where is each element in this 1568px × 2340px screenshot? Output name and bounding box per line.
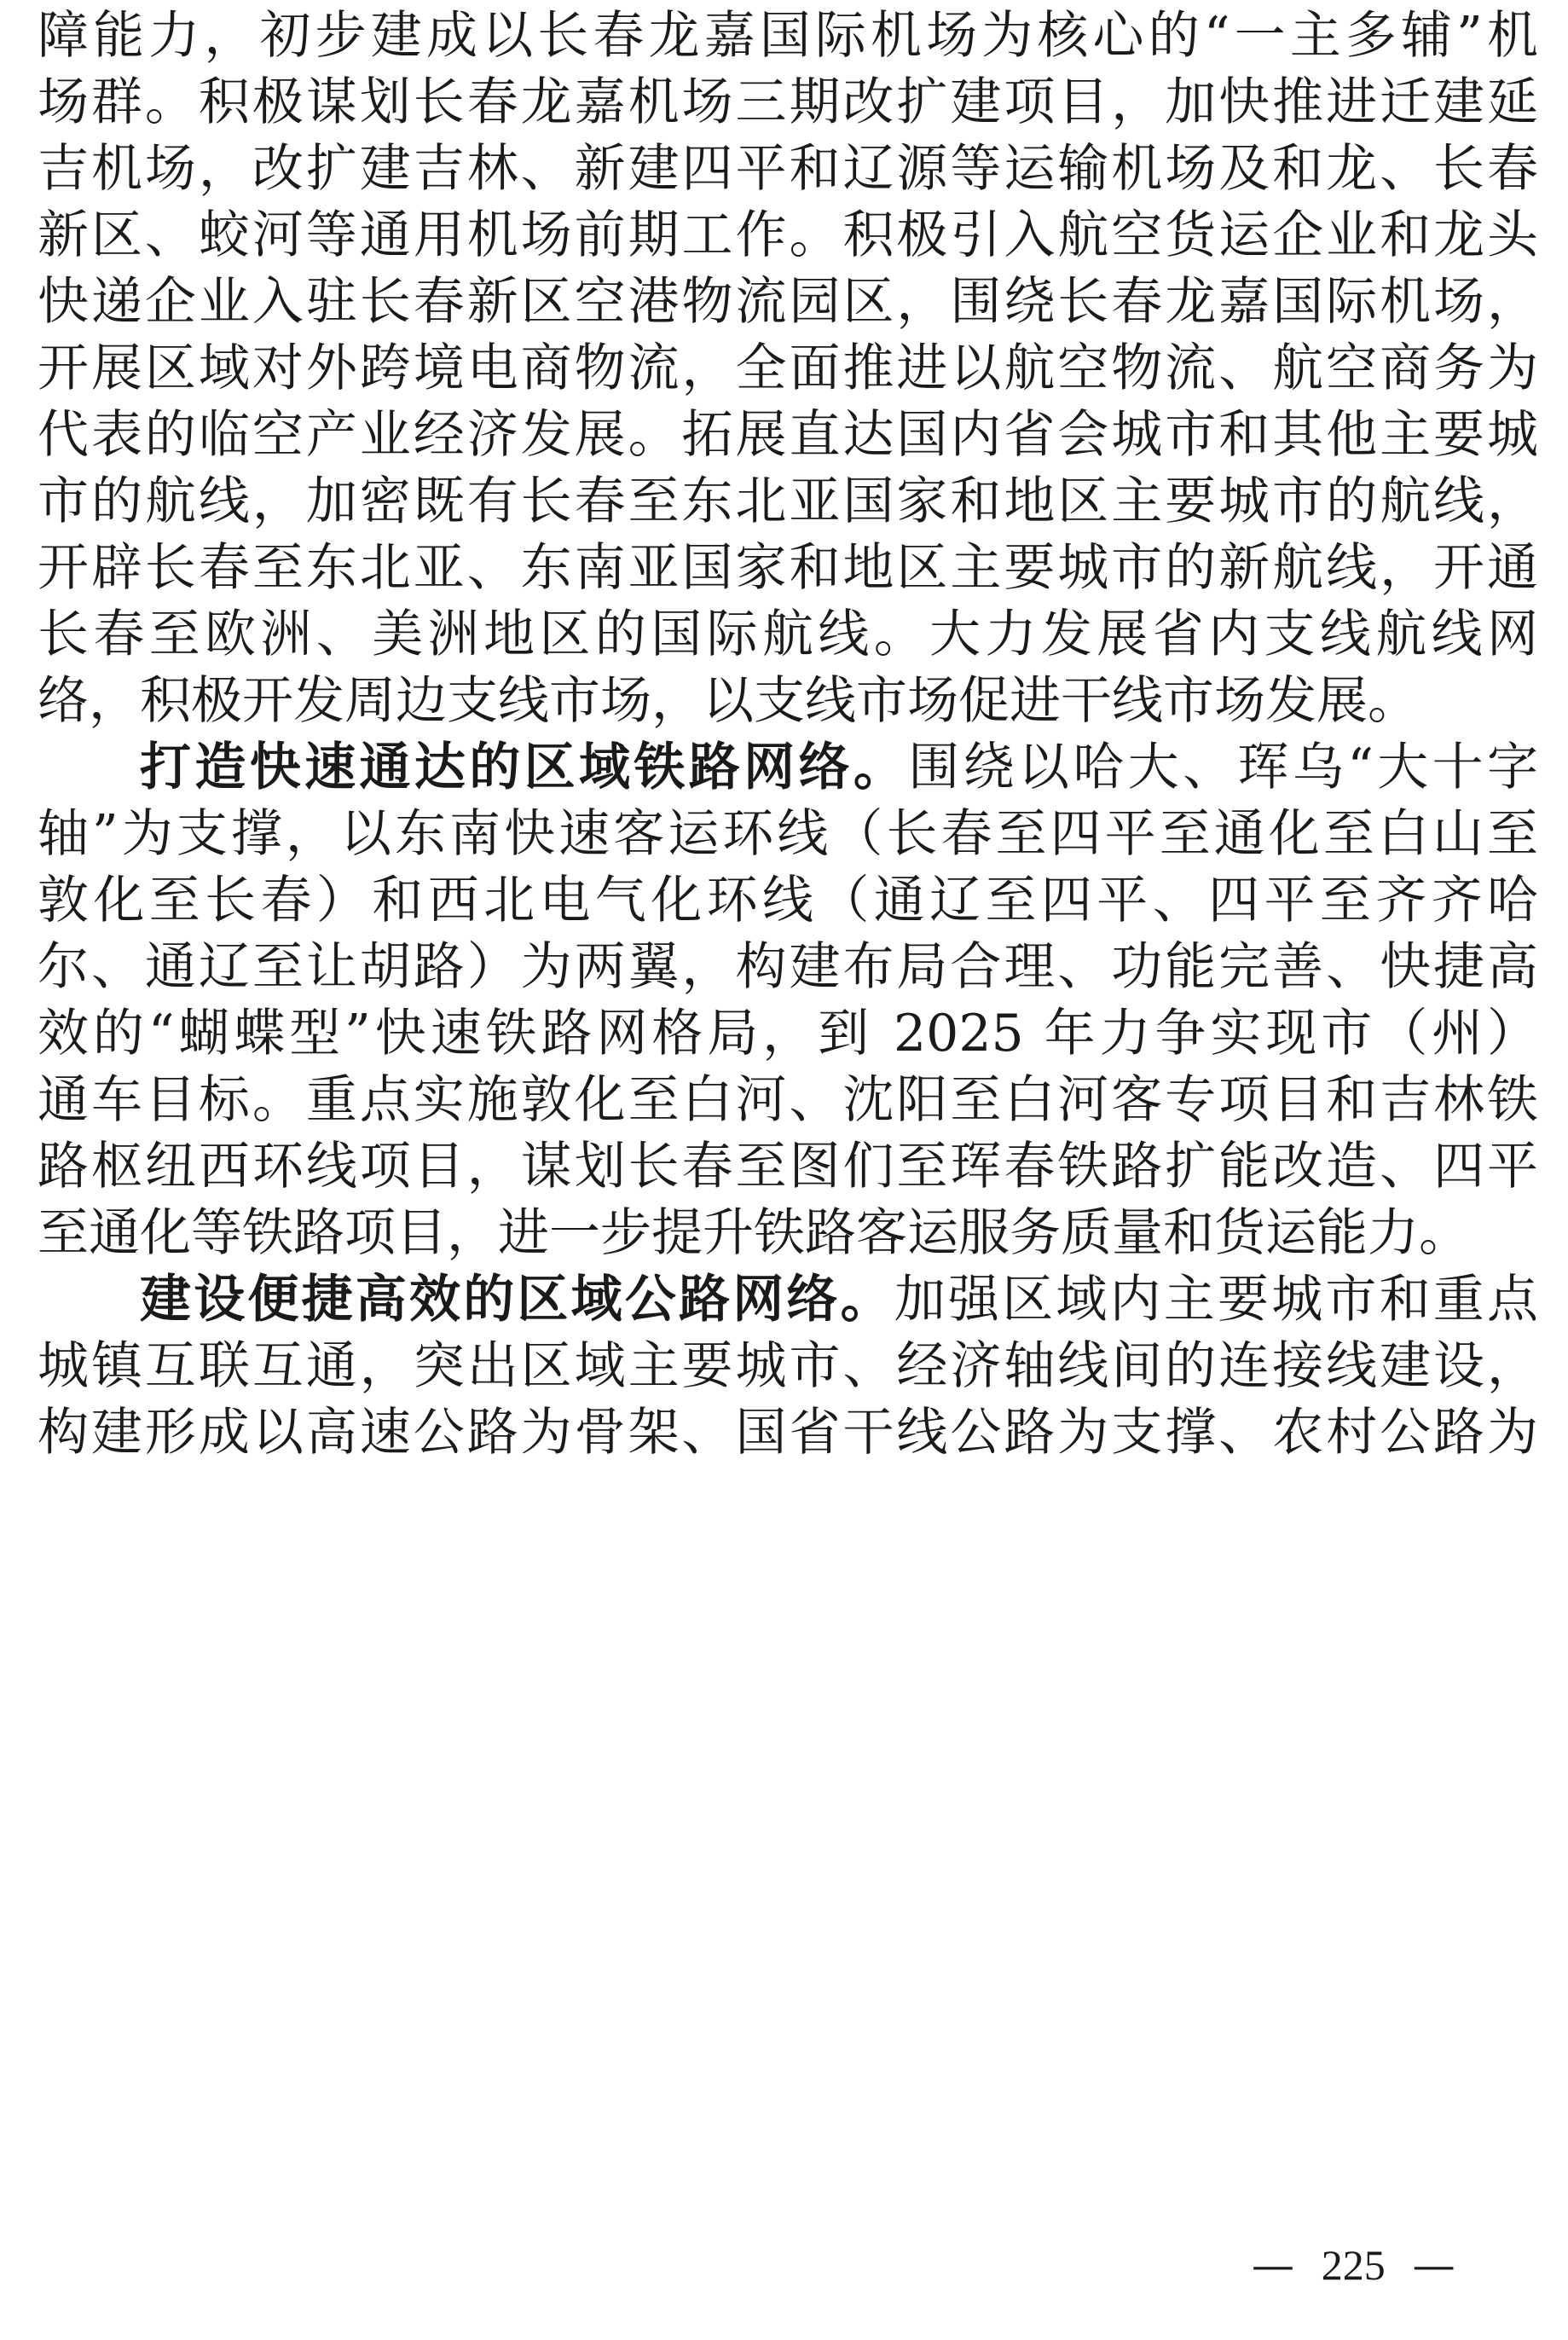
page-number: 225	[1321, 2241, 1386, 2289]
text-line: 城镇互联互通，突出区域主要城市、经济轴线间的连接线建设，	[38, 1336, 1538, 1396]
text-line: 场群。积极谋划长春龙嘉机场三期改扩建项目，加快推进迁建延	[38, 72, 1538, 132]
text-line: 络，积极开发周边支线市场，以支线市场促进干线市场发展。	[38, 671, 1419, 731]
text-span: 加强区域内主要城市和重点	[894, 1270, 1538, 1329]
text-line: 构建形成以高速公路为骨架、国省干线公路为支撑、农村公路为	[38, 1403, 1538, 1462]
text-line: 新区、蛟河等通用机场前期工作。积极引入航空货运企业和龙头	[38, 206, 1538, 265]
footer-dash-left: —	[1252, 2240, 1294, 2290]
text-line: 至通化等铁路项目，进一步提升铁路客运服务质量和货运能力。	[38, 1203, 1470, 1263]
text-line: 路枢纽西环线项目，谋划长春至图们至珲春铁路扩能改造、四平	[38, 1137, 1538, 1196]
text-line: 通车目标。重点实施敦化至白河、沈阳至白河客专项目和吉林铁	[38, 1070, 1538, 1130]
text-line: 市的航线，加密既有长春至东北亚国家和地区主要城市的航线，	[38, 472, 1538, 531]
text-line: 障能力，初步建成以长春龙嘉国际机场为核心的“一主多辅”机	[38, 6, 1538, 66]
paragraph-first-line	[38, 1269, 1538, 1330]
text-line: 快递企业入驻长春新区空港物流园区，围绕长春龙嘉国际机场，	[38, 272, 1538, 332]
text-line: 吉机场，改扩建吉林、新建四平和辽源等运输机场及和龙、长春	[38, 139, 1538, 199]
section-heading-railway: 打造快速通达的区域铁路网络。	[140, 738, 909, 797]
text-line: 长春至欧洲、美洲地区的国际航线。大力发展省内支线航线网	[38, 605, 1538, 664]
text-span: 围绕以哈大、珲乌“大十字	[908, 738, 1538, 797]
text-line: 效的“蝴蝶型”快速铁路网格局，到 2025 年力争实现市（州）	[38, 1004, 1538, 1063]
text-line: 开展区域对外跨境电商物流，全面推进以航空物流、航空商务为	[38, 339, 1538, 398]
paragraph-first-line	[38, 737, 1538, 798]
text-line: 敦化至长春）和西北电气化环线（通辽至四平、四平至齐齐哈	[38, 871, 1538, 930]
text-line: 轴”为支撑，以东南快速客运环线（长春至四平至通化至白山至	[38, 804, 1538, 864]
page-footer	[1252, 2239, 1455, 2291]
text-line: 尔、通辽至让胡路）为两翼，构建布局合理、功能完善、快捷高	[38, 937, 1538, 997]
section-heading-highway: 建设便捷高效的区域公路网络。	[140, 1270, 894, 1329]
text-line: 开辟长春至东北亚、东南亚国家和地区主要城市的新航线，开通	[38, 538, 1538, 598]
text-line: 代表的临空产业经济发展。拓展直达国内省会城市和其他主要城	[38, 405, 1538, 465]
footer-dash-right: —	[1412, 2240, 1455, 2290]
